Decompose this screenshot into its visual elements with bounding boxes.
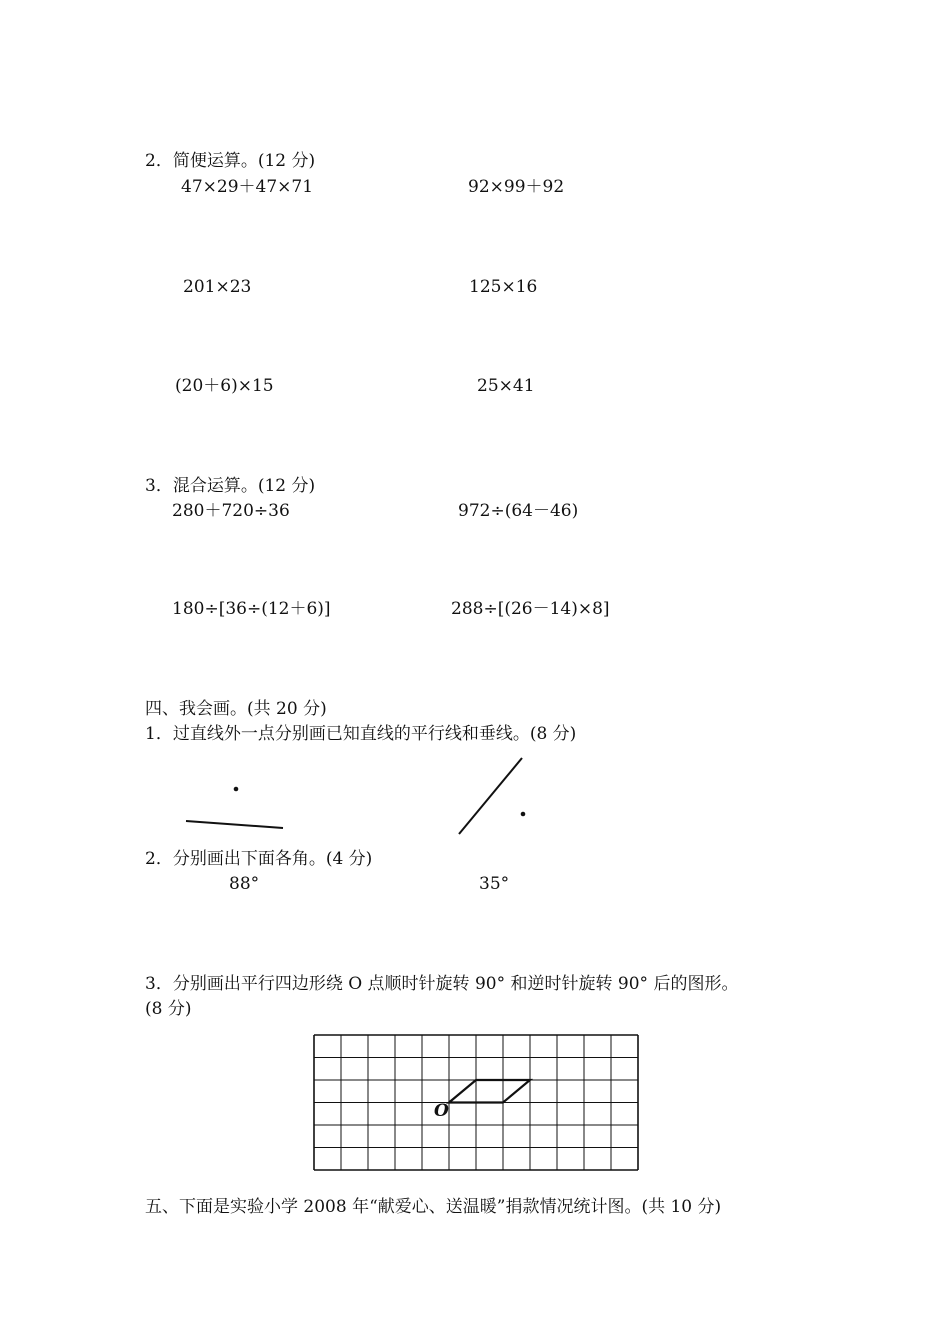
question-2: 2．分别画出下面各角。(4 分) bbox=[145, 849, 373, 869]
part-5-title: 五、下面是实验小学 2008 年“献爱心、送温暖”捐款情况统计图。(共 10 分) bbox=[145, 1197, 722, 1217]
expression-4: 125×16 bbox=[469, 277, 538, 297]
point-1 bbox=[234, 787, 239, 792]
angle-35: 35° bbox=[479, 874, 510, 894]
question-3: 3．分别画出平行四边形绕 O 点顺时针旋转 90° 和逆时针旋转 90° 后的图形。 bbox=[145, 974, 739, 994]
section-2-title: 2．简便运算。(12 分) bbox=[145, 151, 316, 171]
section-3-title: 3．混合运算。(12 分) bbox=[145, 476, 316, 496]
expression-3: 201×23 bbox=[183, 277, 252, 297]
expression-8: 972÷(64－46) bbox=[458, 501, 579, 521]
parallelogram bbox=[449, 1080, 530, 1103]
expression-9: 180÷[36÷(12＋6)] bbox=[172, 599, 331, 619]
expression-5: (20＋6)×15 bbox=[175, 376, 274, 396]
given-line-1 bbox=[186, 821, 283, 828]
point-o-label: O bbox=[434, 1101, 449, 1121]
angle-88: 88° bbox=[229, 874, 260, 894]
question-3-points: (8 分) bbox=[145, 999, 192, 1019]
point-2 bbox=[521, 812, 526, 817]
square-grid bbox=[313, 1034, 643, 1176]
expression-10: 288÷[(26－14)×8] bbox=[451, 599, 610, 619]
expression-1: 47×29＋47×71 bbox=[181, 177, 314, 197]
expression-7: 280＋720÷36 bbox=[172, 501, 290, 521]
question-1: 1．过直线外一点分别画已知直线的平行线和垂线。(8 分) bbox=[145, 724, 577, 744]
expression-6: 25×41 bbox=[477, 376, 535, 396]
expression-2: 92×99＋92 bbox=[468, 177, 565, 197]
part-4-title: 四、我会画。(共 20 分) bbox=[145, 699, 327, 719]
given-line-2 bbox=[459, 758, 522, 834]
